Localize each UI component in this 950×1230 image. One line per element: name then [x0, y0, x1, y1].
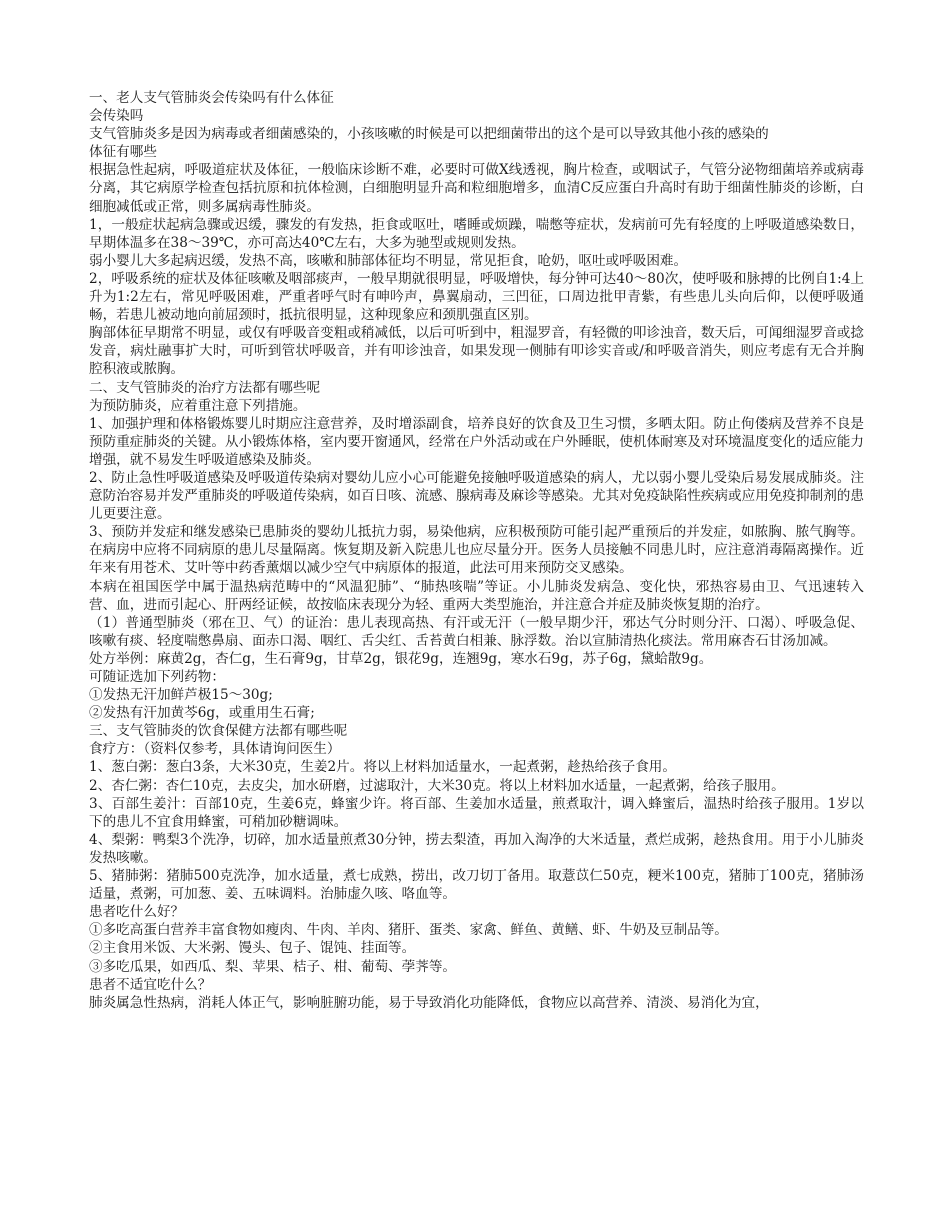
heading-section-1: 一、老人支气管肺炎会传染吗有什么体征	[89, 90, 334, 106]
paragraph: 支气管肺炎多是因为病毒或者细菌感染的，小孩咳嗽的时候是可以把细菌带出的这个是可以导致其他小孩的感染的	[89, 126, 769, 143]
heading-section-3: 三、支气管肺炎的饮食保健方法都有哪些呢	[89, 723, 348, 740]
paragraph: 2，呼吸系统的症状及体征咳嗽及咽部痰声，一般早期就很明显，呼吸增快，每分钟可达40～80次，使呼吸和脉搏的比例自1:4上升为1:2左右，常见呼吸困难，严重者呼气时有呻吟声，鼻翼扇动，三凹征，口周边批甲青紫，有些患儿头向后仰，以便呼吸通畅，若患儿被动地向前屈颈时，抵抗很明显，这种现象应和颈肌强直区别。	[89, 270, 864, 324]
list-item: ③多吃瓜果，如西瓜、梨、苹果、桔子、柑、葡萄、荸荠等。	[89, 958, 457, 975]
list-item: 5、猪肺粥：猪肺500克洗净，加水适量，煮七成熟，捞出，改刀切丁备用。取薏苡仁50克，粳米100克，猪肺丁100克，猪肺汤适量，煮粥，可加葱、姜、五味调料。治肺虚久咳、咯血等。	[89, 868, 864, 903]
paragraph: 食疗方：（资料仅参考，具体请询问医生）	[89, 741, 341, 758]
heading-section-2: 二、支气管肺炎的治疗方法都有哪些呢	[89, 379, 321, 396]
paragraph: 弱小婴儿大多起病迟缓，发热不高，咳嗽和肺部体征均不明显，常见拒食，呛奶，呕吐或呼吸困难。	[89, 252, 688, 269]
paragraph: 2、防止急性呼吸道感染及呼吸道传染病对婴幼儿应小心可能避免接触呼吸道感染的病人，尤以弱小婴儿受染后易发展成肺炎。注意防治容易并发严重肺炎的呼吸道传染病，如百日咳、流感、腺病毒及麻诊等感染。尤其对免疫缺陷性疾病或应用免疫抑制剂的患儿更要注意。	[89, 469, 864, 523]
list-item: ②主食用米饭、大米粥、馒头、包子、馄饨、挂面等。	[89, 940, 416, 957]
list-item: 2、杏仁粥：杏仁10克，去皮尖，加水研磨，过滤取汁，大米30克。将以上材料加水适量，一起煮粥，给孩子服用。	[89, 777, 785, 794]
subheading-what-to-avoid: 患者不适宜吃什么？	[89, 976, 212, 993]
paragraph-prescription: 处方举例：麻黄2g，杏仁g，生石膏9g，甘草2g，银花9g，连翘9g，寒水石9g，苏子6g，黛蛤散9g。	[89, 650, 713, 667]
paragraph: 胸部体征早期常不明显，或仅有呼吸音变粗或稍减低，以后可听到中，粗湿罗音，有轻微的叩诊浊音，数天后，可闻细湿罗音或捻发音，病灶融事扩大时，可听到管状呼吸音，并有叩诊浊音，如果发现一侧肺有叩诊实音或/和呼吸音消失，则应考虑有无合并胸腔积液或脓胸。	[89, 325, 864, 378]
list-item: ①发热无汗加鲜芦极15～30g;	[89, 687, 273, 704]
subheading-what-to-eat: 患者吃什么好？	[89, 904, 185, 921]
list-item: ①多吃高蛋白营养丰富食物如瘦肉、牛肉、羊肉、猪肝、蛋类、家禽、鲜鱼、黄鳝、虾、牛奶及豆制品等。	[89, 922, 728, 939]
paragraph: 1、加强护理和体格锻炼婴儿时期应注意营养，及时增添副食，培养良好的饮食及卫生习惯，多晒太阳。防止佝偻病及营养不良是预防重症肺炎的关键。从小锻炼体格，室内要开窗通风，经常在户外活动或在户外睡眠，使机体耐寒及对环境温度变化的适应能力增强，就不易发生呼吸道感染及肺炎。	[89, 415, 864, 468]
list-item: 3、百部生姜汁：百部10克，生姜6克，蜂蜜少许。将百部、生姜加水适量，煎煮取汁，调入蜂蜜后，温热时给孩子服用。1岁以下的患儿不宜食用蜂蜜，可稍加砂糖调味。	[89, 795, 864, 830]
list-item: 4、梨粥：鸭梨3个洗净，切碎，加水适量煎煮30分钟，捞去梨渣，再加入淘净的大米适量，煮烂成粥，趁热食用。用于小儿肺炎发热咳嗽。	[89, 831, 864, 866]
paragraph: 本病在祖国医学中属于温热病范畴中的“风温犯肺”、“肺热咳喘”等证。小儿肺炎发病急、变化快，邪热容易由卫、气迅速转入营、血，进而引起心、肝两经证候，故按临床表现分为轻、重两大类型施治，并注意合并症及肺炎恢复期的治疗。	[89, 578, 864, 613]
paragraph: 根据急性起病，呼吸道症状及体征，一般临床诊断不难，必要时可做X线透视，胸片检查，或咽试子，气管分泌物细菌培养或病毒分离，其它病原学检查包括抗原和抗体检测，白细胞明显升高和粒细胞增多，血清C反应蛋白升高时有助于细菌性肺炎的诊断，白细胞减低或正常，则多属病毒性肺炎。	[89, 162, 864, 215]
list-item: ②发热有汗加黄芩6g，或重用生石膏;	[89, 705, 315, 722]
paragraph: 3、预防并发症和继发感染已患肺炎的婴幼儿抵抗力弱，易染他病，应积极预防可能引起严重预后的并发症，如脓胸、脓气胸等。在病房中应将不同病原的患儿尽量隔离。恢复期及新入院患儿也应尽量分开。医务人员接触不同患儿时，应注意消毒隔离操作。近年来有用苍术、艾叶等中药香薰烟以减少空气中病原体的报道，此法可用来预防交叉感染。	[89, 524, 864, 577]
subheading-signs: 体征有哪些	[89, 144, 157, 161]
paragraph: 1，一般症状起病急骤或迟缓，骤发的有发热，拒食或呕吐，嗜睡或烦躁，喘憋等症状，发病前可先有轻度的上呼吸道感染数日，早期体温多在38～39℃，亦可高达40℃左右，大多为驰型或规则发热。	[89, 216, 864, 251]
list-item: 1、葱白粥：葱白3条，大米30克，生姜2片。将以上材料加适量水，一起煮粥，趁热给孩子食用。	[89, 759, 676, 776]
paragraph: 可随证选加下列药物：	[89, 669, 225, 685]
paragraph: （1）普通型肺炎（邪在卫、气）的证治：患儿表现高热、有汗或无汗（一般早期少汗，邪达气分时则分汗、口渴）、呼吸急促、咳嗽有痰、轻度喘憋鼻扇、面赤口渴、咽红、舌尖红、舌苔黄白相兼、脉浮数。治以宣肺清热化痰法。常用麻杏石甘汤加减。	[89, 614, 864, 649]
paragraph: 肺炎属急性热病，消耗人体正气，影响脏腑功能，易于导致消化功能降低，食物应以高营养、清淡、易消化为宜，	[89, 994, 769, 1011]
subheading-contagious: 会传染吗	[89, 108, 144, 125]
paragraph: 为预防肺炎，应着重注意下列措施。	[89, 397, 307, 414]
